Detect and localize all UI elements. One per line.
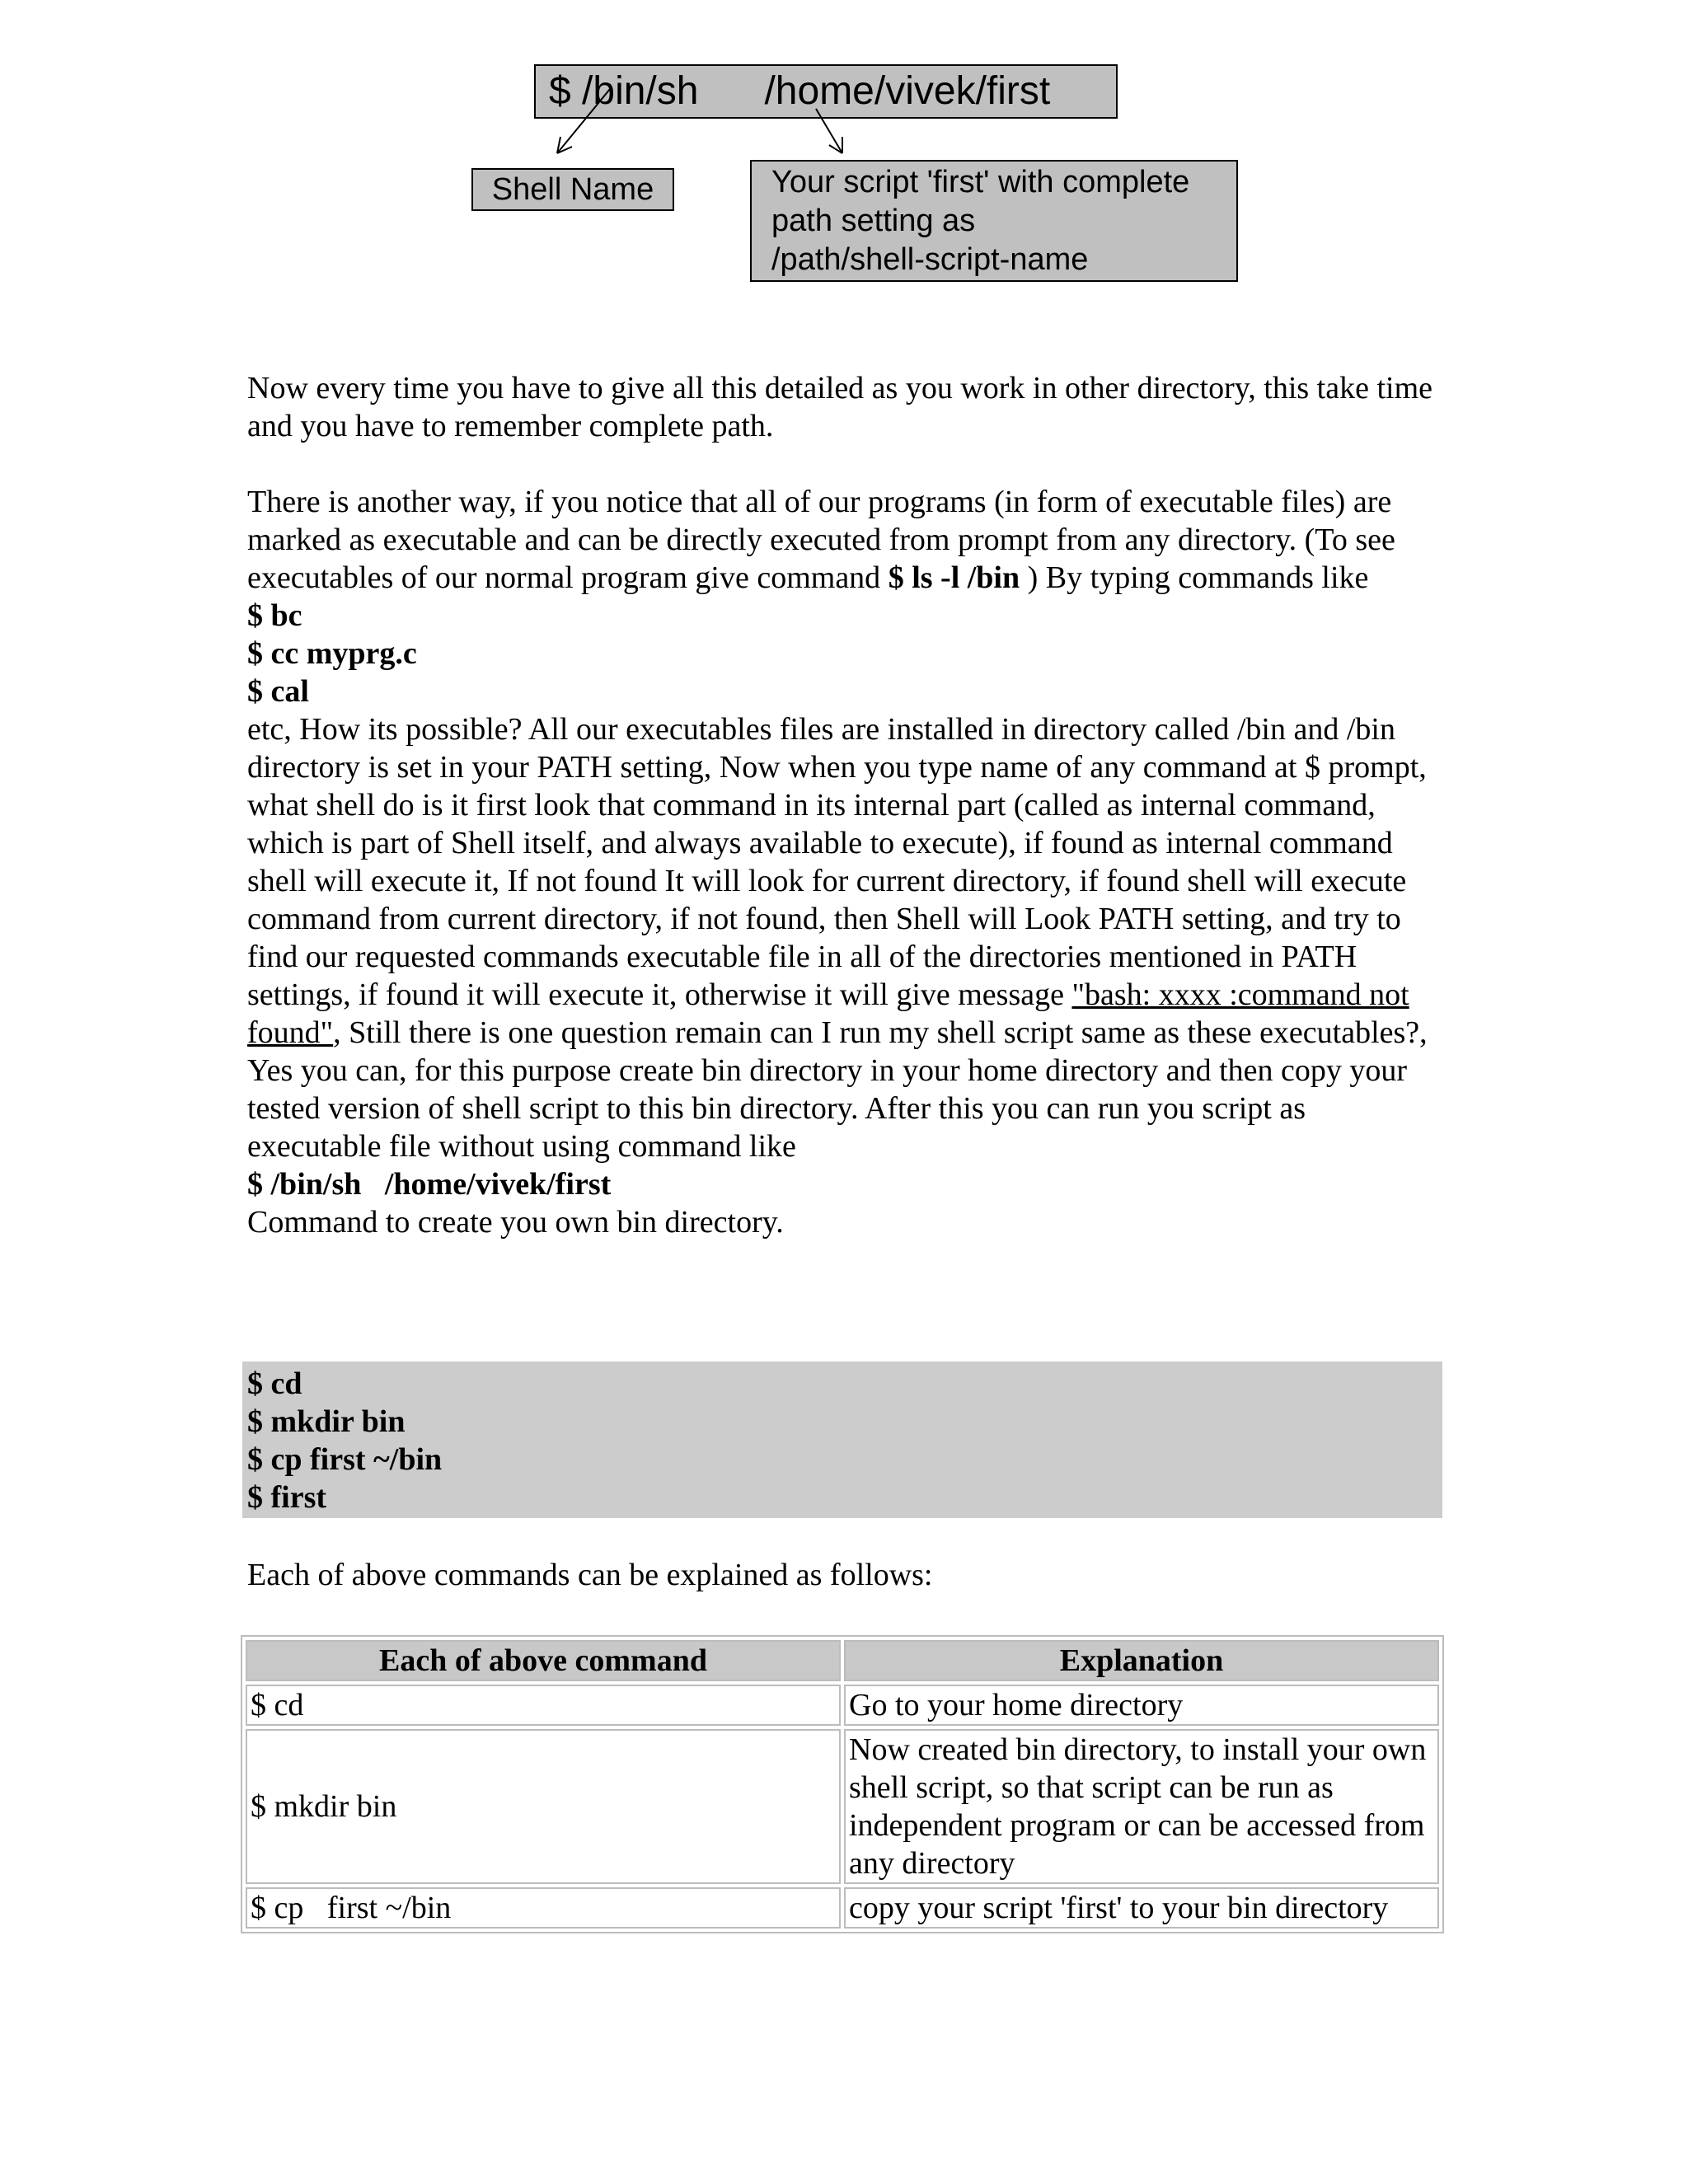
command-block [242, 1361, 1442, 1518]
explanation-intro: Each of above commands can be explained as follows: [247, 1558, 933, 1592]
cell-explanation: Go to your home directory [844, 1685, 1439, 1726]
script-box-line: path setting as [771, 204, 976, 238]
diagram-arrows [0, 0, 1688, 297]
table-row [246, 1685, 1439, 1726]
command-line: $ first [247, 1480, 327, 1515]
cell-command: $ cp first ~/bin [246, 1887, 841, 1929]
command-line: $ cp first ~/bin [247, 1442, 443, 1477]
main-text [247, 369, 1442, 1241]
paragraph-2: There is another way, if you notice that all of our programs (in form of executable files) are marked as executable and can be directly executed from prompt from any directory. (To see executables of our normal program give command $ ls -l /bin ) By typing commands like [247, 485, 1395, 595]
error-message: "bash: xxxx :command not found" [247, 977, 1409, 1050]
example-command: $ cal [247, 674, 309, 709]
arrow-to-script-path [816, 109, 842, 153]
cell-explanation: copy your script 'first' to your bin directory [844, 1887, 1439, 1929]
arrow-to-shell-name [557, 89, 610, 153]
cell-command: $ mkdir bin [246, 1729, 841, 1884]
header-command: Each of above command [246, 1640, 841, 1681]
header-explanation: Explanation [844, 1640, 1439, 1681]
paragraph-3: etc, How its possible? All our executables files are installed in directory called /bin and /bin directory is set in your PATH setting, Now when you type name of any command at $ prompt, what shell do is it first look that command in its internal part (called as internal command, which is part of Shell itself, and always available to execute), if found as internal command shell will execute it, If not found It will look for current directory, if found shell will execute command from current directory, if not found, then Shell will Look PATH setting, and try to find our requested commands executable file in all of the directories mentioned in PATH settings, if found it will execute it, otherwise it will give message "bash: xxxx :command not found", Still there is one question remain can I run my shell script same as these executables?, Yes you can, for this purpose create bin directory in your home directory and then copy your tested version of shell script to this bin directory. After this you can run you script as executable file without using command like [247, 712, 1428, 1164]
cell-command: $ cd [246, 1685, 841, 1726]
table-header-row [246, 1640, 1439, 1681]
paragraph-4: Command to create you own bin directory. [247, 1205, 784, 1240]
table-row [246, 1887, 1439, 1929]
table-row [246, 1729, 1439, 1884]
ls-command: $ ls -l /bin [888, 560, 1020, 595]
command-line: $ mkdir bin [247, 1404, 406, 1439]
run-command: $ /bin/sh /home/vivek/first [247, 1167, 612, 1202]
command-line: $ cd [247, 1366, 302, 1401]
cell-explanation: Now created bin directory, to install your own shell script, so that script can be run as independent program or can be accessed from any directory [844, 1729, 1439, 1884]
script-box-line: /path/shell-script-name [771, 242, 1089, 277]
path-diagram [0, 0, 1688, 297]
script-box-line: Your script 'first' with complete [771, 165, 1190, 199]
example-command: $ cc myprg.c [247, 636, 417, 671]
shell-name-box: Shell Name [471, 168, 674, 211]
example-command: $ bc [247, 598, 302, 633]
explanation-table [241, 1635, 1444, 1933]
command-box: $ /bin/sh /home/vivek/first [534, 64, 1118, 119]
paragraph-1: Now every time you have to give all this detailed as you work in other directory, this take time and you have to remember complete path. [247, 371, 1432, 443]
